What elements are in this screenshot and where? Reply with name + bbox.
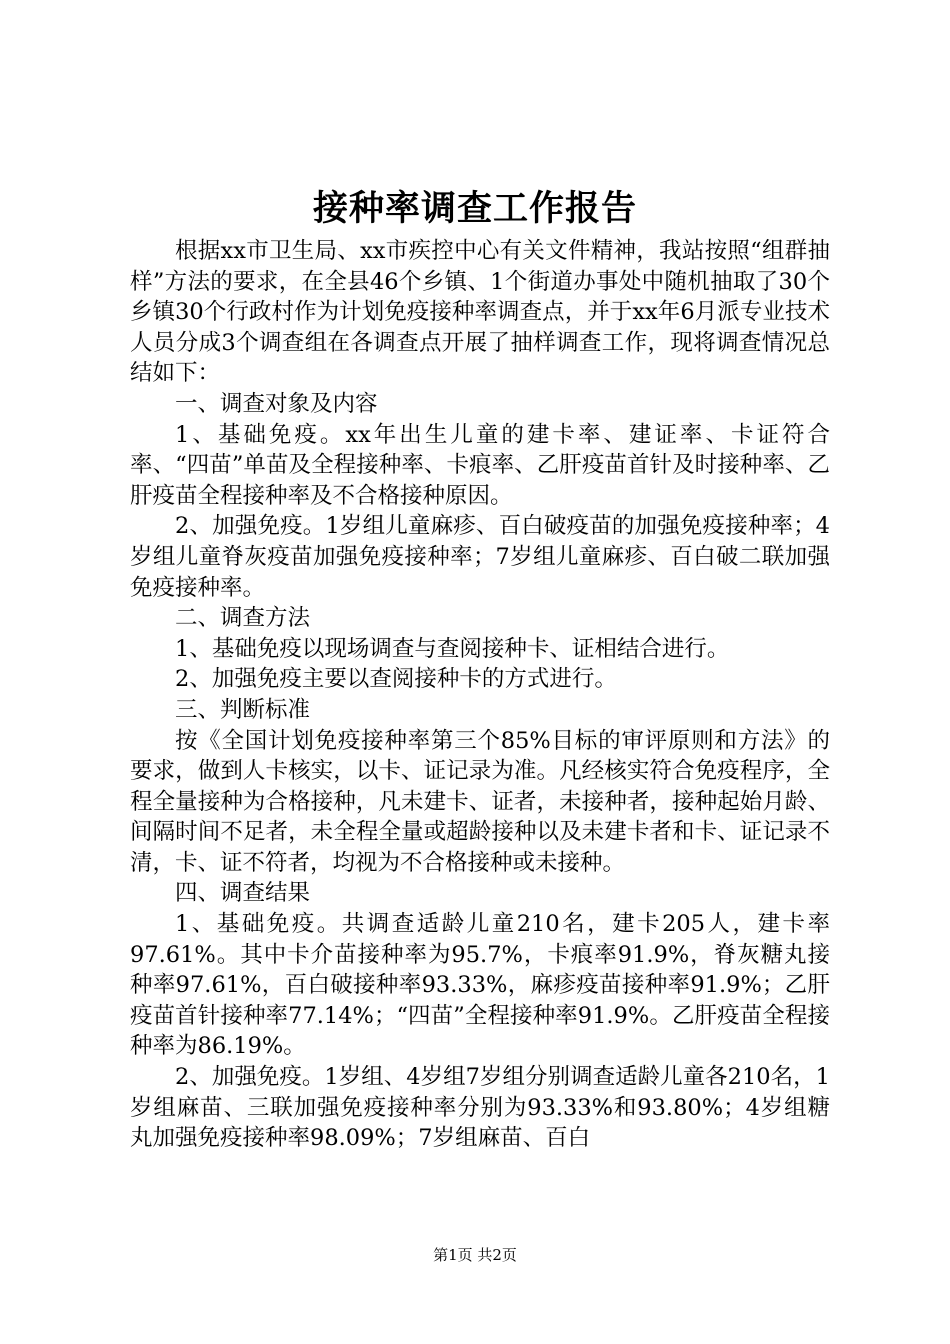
paragraph-basic-immunization: 1、基础免疫。xx年出生儿童的建卡率、建证率、卡证符合率、“四苗”单苗及全程接种率、卡痕率、乙肝疫苗首针及时接种率、乙肝疫苗全程接种率及不合格接种原因。 bbox=[130, 421, 830, 509]
document-body bbox=[130, 236, 830, 1154]
section-heading-4: 四、调查结果 bbox=[175, 880, 311, 907]
paragraph-booster-immunization: 2、加强免疫。1岁组儿童麻疹、百白破疫苗的加强免疫接种率；4岁组儿童脊灰疫苗加强免疫接种率；7岁组儿童麻疹、百白破二联加强免疫接种率。 bbox=[130, 513, 830, 601]
intro-paragraph: 根据xx市卫生局、xx市疾控中心有关文件精神，我站按照“组群抽样”方法的要求，在全县46个乡镇、1个街道办事处中随机抽取了30个乡镇30个行政村作为计划免疫接种率调查点，并于xx年6月派专业技术人员分成3个调查组在各调查点开展了抽样调查工作，现将调查情况总结如下： bbox=[130, 238, 830, 387]
section-heading-1: 一、调查对象及内容 bbox=[175, 390, 378, 417]
section-heading-2: 二、调查方法 bbox=[175, 605, 311, 632]
paragraph-results-basic: 1、基础免疫。共调查适龄儿童210名，建卡205人，建卡率97.61%。其中卡介苗接种率为95.7%，卡痕率91.9%，脊灰糖丸接种率97.61%，百白破接种率93.33%，麻疹疫苗接种率91.9%；乙肝疫苗首针接种率77.14%；“四苗”全程接种率91.9%。乙肝疫苗全程接种率为86.19%。 bbox=[130, 911, 830, 1060]
page-footer: 第1页 共2页 bbox=[433, 1246, 517, 1264]
paragraph-method-2: 2、加强免疫主要以查阅接种卡的方式进行。 bbox=[175, 666, 617, 693]
paragraph-method-1: 1、基础免疫以现场调查与查阅接种卡、证相结合进行。 bbox=[175, 635, 730, 662]
document-title: 接种率调查工作报告 bbox=[312, 188, 637, 229]
paragraph-criteria: 按《全国计划免疫接种率第三个85%目标的审评原则和方法》的要求，做到人卡核实，以卡、证记录为准。凡经核实符合免疫程序，全程全量接种为合格接种，凡未建卡、证者，未接种者，接种起始月龄、间隔时间不足者，未全程全量或超龄接种以及未建卡者和卡、证记录不清，卡、证不符者，均视为不合格接种或未接种。 bbox=[130, 727, 830, 876]
section-heading-3: 三、判断标准 bbox=[175, 696, 311, 723]
paragraph-results-booster: 2、加强免疫。1岁组、4岁组7岁组分别调查适龄儿童各210名，1岁组麻苗、三联加强免疫接种率分别为93.33%和93.80%；4岁组糖丸加强免疫接种率98.09%；7岁组麻苗、百白 bbox=[130, 1064, 830, 1152]
